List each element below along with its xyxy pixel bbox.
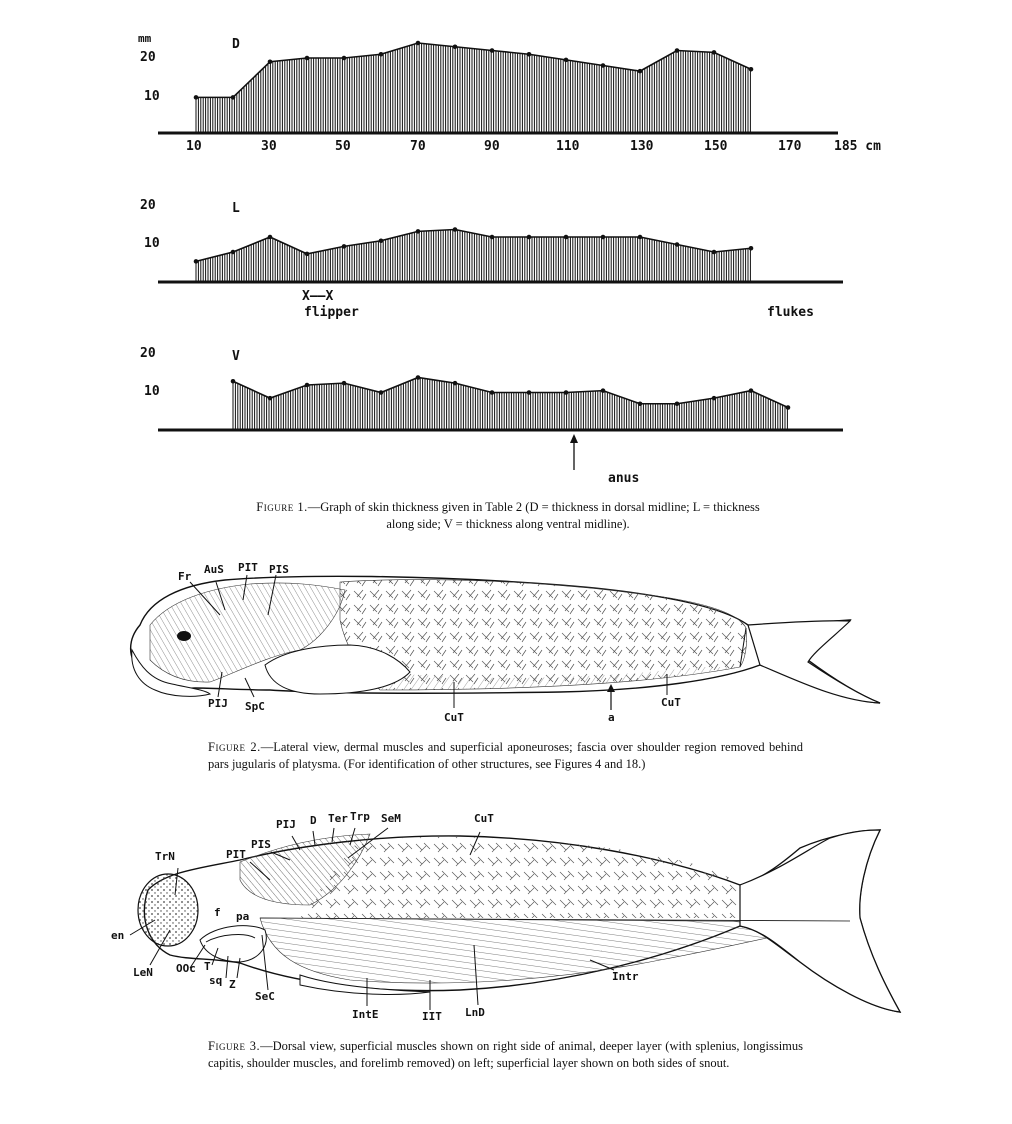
figure-1-text: —Graph of skin thickness given in Table 2 (D = thickness in dorsal midline; L = thickness along side; V = thickness along ventral midline).	[307, 500, 760, 531]
flipper-label: flipper	[304, 305, 359, 320]
label-pis: PIS	[251, 838, 271, 851]
data-point	[564, 235, 569, 240]
label-sq: sq	[209, 974, 223, 987]
data-point	[268, 59, 273, 64]
data-point	[231, 95, 236, 100]
data-point	[675, 401, 680, 406]
x-tick-label: 50	[335, 139, 351, 154]
x-tick-label: 70	[410, 139, 426, 154]
data-point	[231, 250, 236, 255]
label-inte: IntE	[352, 1008, 379, 1021]
label-ter: Ter	[328, 812, 348, 825]
data-point	[342, 244, 347, 249]
label-spc: SpC	[245, 700, 265, 713]
data-point	[305, 383, 310, 388]
x-tick-label: 90	[484, 139, 500, 154]
panel-label-d: D	[232, 37, 240, 52]
fluke	[748, 621, 880, 703]
data-point	[564, 58, 569, 63]
label-ooc: OOc	[176, 962, 196, 975]
x-tick-label: 110	[556, 139, 580, 154]
data-point	[601, 235, 606, 240]
data-point	[638, 401, 643, 406]
label-sem: SeM	[381, 812, 401, 825]
data-point	[749, 246, 754, 251]
figure-2-number: Figure 2.	[208, 740, 261, 754]
x-tick-label: 170	[778, 139, 802, 154]
label-aus: AuS	[204, 563, 224, 576]
data-point	[527, 52, 532, 57]
data-point	[453, 227, 458, 232]
figure-1-number: Figure 1.	[256, 500, 308, 514]
data-point	[527, 235, 532, 240]
snout	[138, 874, 198, 946]
label-pit: PIT	[226, 848, 246, 861]
data-point	[638, 69, 643, 74]
y-tick-label: 20	[140, 346, 156, 361]
label-z: Z	[229, 978, 236, 991]
data-point	[268, 235, 273, 240]
label-d: D	[310, 814, 317, 827]
data-point	[268, 396, 273, 401]
label-cut: CuT	[474, 812, 494, 825]
figure-1-caption	[248, 499, 768, 533]
flipper-marker: X——X	[302, 289, 334, 304]
data-point	[712, 250, 717, 255]
label-a: a	[608, 711, 615, 724]
data-point	[379, 390, 384, 395]
data-point	[675, 48, 680, 53]
x-tick-label: 30	[261, 139, 277, 154]
panel-dorsal	[158, 41, 838, 133]
y-tick-label: 10	[144, 89, 160, 104]
label-sec: SeC	[255, 990, 275, 1003]
data-point	[749, 67, 754, 72]
data-point	[786, 405, 791, 410]
label-t: T	[204, 960, 211, 973]
y-tick-label: 10	[144, 384, 160, 399]
data-point	[379, 52, 384, 57]
data-point	[416, 41, 421, 46]
data-point	[194, 95, 199, 100]
label-len: LeN	[133, 966, 153, 979]
figure-2-lateral-view	[0, 550, 1012, 735]
data-point	[379, 238, 384, 243]
x-tick-label: 150	[704, 139, 728, 154]
thickness-profile-line	[196, 43, 751, 97]
label-en: en	[111, 929, 125, 942]
data-point	[342, 56, 347, 61]
figure-3-text: —Dorsal view, superficial muscles shown on right side of animal, deeper layer (with splenius, longissimus capitis, shoulder muscles, and forelimb removed) on left; superficial layer shown on both sides of snout.	[208, 1039, 803, 1070]
x-tick-label: 10	[186, 139, 202, 154]
data-point	[749, 388, 754, 393]
data-point	[527, 390, 532, 395]
anus-label: anus	[608, 471, 640, 486]
x-tick-label: 185 cm	[834, 139, 881, 154]
panel-lateral	[158, 227, 843, 282]
data-point	[453, 381, 458, 386]
label-pij: PIJ	[276, 818, 296, 831]
data-point	[342, 381, 347, 386]
label-f: f	[214, 906, 221, 919]
data-point	[231, 379, 236, 384]
data-point	[490, 390, 495, 395]
data-point	[490, 48, 495, 53]
anus-arrowhead	[570, 434, 578, 443]
label-cut: CuT	[661, 696, 681, 709]
data-point	[416, 375, 421, 380]
label-pij: PIJ	[208, 697, 228, 710]
panel-label-v: V	[232, 349, 240, 364]
data-point	[564, 390, 569, 395]
x-tick-label: 130	[630, 139, 654, 154]
label-pis: PIS	[269, 563, 289, 576]
y-tick-label: 10	[144, 236, 160, 251]
data-point	[194, 259, 199, 264]
figure-2-text: —Lateral view, dermal muscles and superficial aponeuroses; fascia over shoulder region removed behind pars jugularis of platysma. (For identification of other structures, see Figures 4 and 18.)	[208, 740, 804, 771]
data-point	[305, 56, 310, 61]
label-intr: Intr	[612, 970, 639, 983]
flukes-label: flukes	[767, 305, 814, 320]
data-point	[638, 235, 643, 240]
data-point	[490, 235, 495, 240]
data-point	[675, 242, 680, 247]
label-fr: Fr	[178, 570, 192, 583]
y-tick-label: 20	[140, 198, 156, 213]
data-point	[416, 229, 421, 234]
label-trn: TrN	[155, 850, 175, 863]
data-point	[601, 388, 606, 393]
figure-3-dorsal-view	[0, 808, 1012, 1028]
y-tick-label: 20	[140, 50, 156, 65]
label-lnd: LnD	[465, 1006, 485, 1019]
label-pit: PIT	[238, 561, 258, 574]
figure-3-caption	[208, 1038, 803, 1072]
figure-2-caption	[208, 739, 803, 773]
label-cut: CuT	[444, 711, 464, 724]
label-iit: IIT	[422, 1010, 442, 1023]
panel-ventral	[158, 375, 843, 470]
data-point	[712, 50, 717, 55]
thickness-profile-line	[196, 230, 751, 262]
data-point	[305, 252, 310, 257]
data-point	[601, 63, 606, 68]
figure-3-number: Figure 3.	[208, 1039, 261, 1053]
eye-icon	[177, 631, 191, 641]
superficial-cutaneus-right	[300, 837, 760, 918]
thickness-profile-line	[233, 378, 788, 408]
panel-label-l: L	[232, 201, 240, 216]
label-pa: pa	[236, 910, 250, 923]
data-point	[453, 44, 458, 49]
y-unit-label: mm	[138, 32, 152, 45]
label-trp: Trp	[350, 810, 370, 823]
data-point	[712, 396, 717, 401]
